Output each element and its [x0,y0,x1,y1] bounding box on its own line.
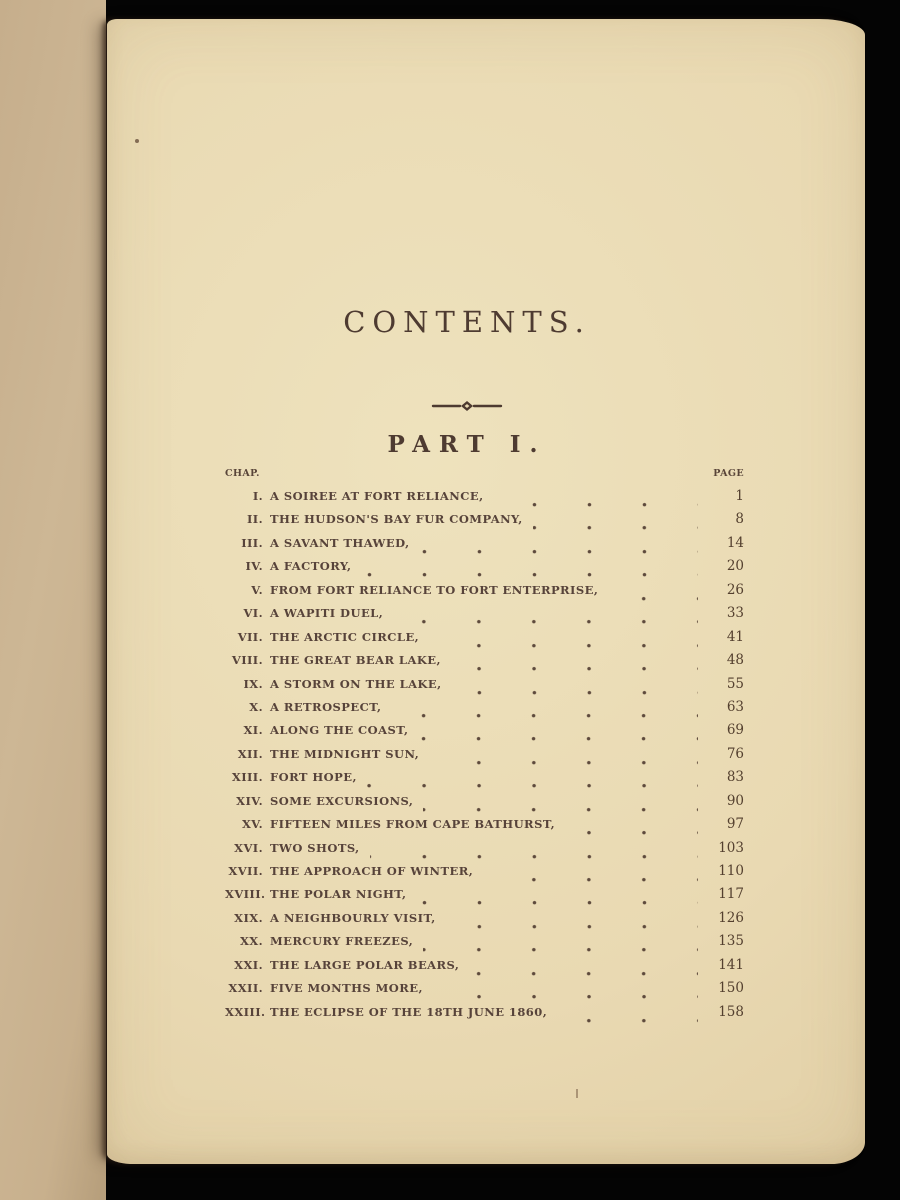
leader-dots [418,722,698,745]
page-number: 1 [735,488,744,504]
leader-dots [483,863,698,886]
toc-row [225,558,744,581]
chapter-number: XIII. [231,770,263,785]
page-number: 135 [718,933,744,950]
chapter-title: THE APPROACH OF WINTER, [270,864,474,878]
page-number: 41 [726,628,744,645]
chapter-number: XII. [237,746,263,761]
chapter-number: II. [247,512,263,527]
toc-row [225,746,744,769]
leader-dots [452,676,698,699]
page-number: 55 [726,675,744,692]
chapter-title: TWO SHOTS, [270,840,360,855]
ink-speck [135,139,139,143]
toc-row [225,769,744,792]
page-title: CONTENTS. [343,305,591,339]
chapter-title: THE POLAR NIGHT, [270,887,407,902]
chapter-number: XI. [243,723,263,738]
toc-row [225,582,744,605]
toc-row [225,676,744,699]
leader-dots [367,769,698,792]
toc-row [225,722,744,745]
chapter-title: THE MIDNIGHT SUN, [270,746,420,761]
toc-row [225,793,744,816]
leader-dots [433,980,698,1003]
page-number: 33 [726,605,744,622]
page-number: 117 [718,886,744,903]
toc-rows [225,488,744,1027]
page-number: 110 [718,863,744,879]
chapter-number: XXIII. [225,1004,266,1019]
leader-dots [362,558,698,581]
chapter-number: XIV. [236,793,263,808]
page-number: 141 [718,956,744,973]
page-number: 150 [718,980,744,997]
leader-dots [417,886,698,909]
page-number: 8 [735,511,744,528]
chapter-title: THE HUDSON'S BAY FUR COMPANY, [270,512,523,527]
toc-column-headers [225,468,744,488]
page-number: 158 [718,1003,744,1020]
leader-dots [565,816,698,839]
chapter-title: A RETROSPECT, [270,699,382,714]
page-number: 126 [718,909,744,926]
leader-dots [429,746,698,769]
chapter-title: THE GREAT BEAR LAKE, [270,653,441,668]
page-column-header: PAGE [713,468,744,479]
chapter-title: FORT HOPE, [270,770,357,785]
leader-dots [423,933,698,956]
toc-row [225,886,744,909]
chapter-number: XV. [241,817,263,832]
leader-dots [391,699,698,722]
chapter-number: XXII. [228,981,263,996]
chapter-number: XVIII. [225,887,266,902]
leader-dots [533,511,698,534]
toc-row [225,840,744,863]
divider-ornament [202,399,732,413]
chapter-title: FROM FORT RELIANCE TO FORT ENTERPRISE, [270,582,599,597]
chapter-title: THE LARGE POLAR BEARS, [270,957,460,972]
chapter-title: FIFTEEN MILES FROM CAPE BATHURST, [270,817,556,832]
toc-row [225,605,744,628]
chapter-title: MERCURY FREEZES, [270,934,414,949]
leader-dots [494,488,698,511]
chapter-number: X. [249,699,263,714]
page-number: 14 [726,534,744,551]
part-heading: PART I. [387,431,547,458]
chapter-title: A NEIGHBOURLY VISIT, [270,910,436,925]
page-number: 90 [726,792,744,809]
chapter-number: VI. [243,606,263,621]
chapter-title: FIVE MONTHS MORE, [270,981,423,996]
toc-row [225,511,744,534]
ink-speck [576,1089,578,1098]
chapter-number: XX. [239,934,263,949]
leader-dots [451,652,698,675]
page-number: 83 [726,769,744,786]
table-of-contents [225,468,744,1027]
chap-column-header: CHAP. [225,468,260,479]
chapter-title: A STORM ON THE LAKE, [270,676,442,691]
leader-dots [608,582,698,605]
page-number: 26 [726,581,744,598]
toc-row [225,652,744,675]
toc-row [225,488,744,511]
rule-with-diamond-icon [431,399,503,413]
leader-dots [446,910,698,933]
chapter-number: I. [252,489,263,503]
toc-row [225,933,744,956]
chapter-number: XIX. [234,910,263,925]
chapter-title: A SAVANT THAWED, [270,535,410,550]
toc-row [225,816,744,839]
toc-row [225,1004,744,1027]
leader-dots [420,535,698,558]
chapter-title: A FACTORY, [270,559,352,574]
page-number: 97 [726,816,744,833]
leader-dots [393,605,698,628]
toc-row [225,957,744,980]
toc-row [225,535,744,558]
leader-dots [370,840,698,863]
page-number: 20 [726,558,744,575]
chapter-title: A SOIREE AT FORT RELIANCE, [270,489,484,503]
left-page-edge [0,0,106,1200]
page-number: 103 [718,839,744,856]
contents-page [107,19,865,1164]
page-number: 69 [726,722,744,739]
chapter-number: III. [241,535,263,550]
page-number: 48 [726,652,744,669]
chapter-number: VII. [237,629,263,644]
chapter-number: V. [251,582,263,597]
chapter-title: THE ARCTIC CIRCLE, [270,629,420,644]
toc-row [225,863,744,886]
chapter-number: VIII. [231,653,263,668]
chapter-number: XVI. [234,840,263,855]
leader-dots [469,957,698,980]
chapter-title: ALONG THE COAST, [270,723,409,738]
leader-dots [429,629,698,652]
chapter-number: IX. [243,676,263,691]
toc-row [225,910,744,933]
chapter-number: IV. [245,559,263,574]
page-number: 76 [726,745,744,762]
chapter-title: A WAPITI DUEL, [270,606,384,621]
toc-row [225,629,744,652]
toc-row [225,980,744,1003]
leader-dots [557,1004,698,1027]
page-number: 63 [726,698,744,715]
chapter-number: XXI. [234,957,263,972]
toc-row [225,699,744,722]
chapter-number: XVII. [228,864,263,878]
chapter-title: SOME EXCURSIONS, [270,793,414,808]
chapter-title: THE ECLIPSE OF THE 18TH JUNE 1860, [270,1004,548,1019]
leader-dots [423,793,698,816]
